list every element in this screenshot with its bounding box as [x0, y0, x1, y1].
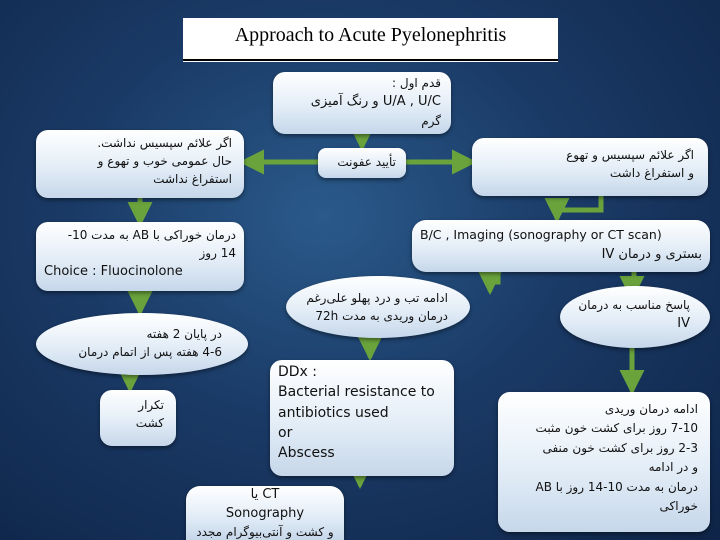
node-response-line-1: پاسخ مناسب به درمان — [578, 298, 690, 312]
node-no-sepsis — [36, 130, 244, 198]
node-response-line-2: IV — [677, 316, 690, 331]
node-reculture-line-2: کشت — [135, 416, 164, 430]
node-confirm-text: تأیید عفونت — [337, 155, 396, 169]
node-step1-line-2: U/A , U/C و رنگ آمیزی — [310, 94, 441, 109]
node-ddx-line-5: Abscess — [278, 445, 335, 462]
node-continue-iv — [498, 392, 710, 532]
node-ddx-line-3: antibiotics used — [278, 404, 389, 421]
node-ddx — [270, 360, 454, 476]
node-bc-imaging-line-1: B/C , Imaging (sonography or CT scan) — [420, 227, 662, 242]
node-repeat-culture — [100, 390, 176, 446]
node-continue-line-2: 7-10 روز برای کشت خون مثبت — [535, 421, 698, 436]
arrow-sepsis-to-imaging — [557, 196, 601, 218]
node-continue-line-1: ادامه درمان وریدی — [604, 402, 698, 416]
node-imaging-reculture — [186, 486, 344, 540]
node-continue-line-5: درمان به مدت 10-14 روز با AB — [535, 479, 698, 494]
node-good-response — [560, 286, 710, 348]
node-bc-imaging — [412, 220, 710, 272]
node-followup-line-1: در پایان 2 هفته — [146, 327, 222, 341]
node-continue-line-3: 2-3 روز برای کشت خون منفی — [542, 440, 698, 455]
node-step1 — [273, 72, 451, 134]
arrow-imaging-to-persist — [490, 272, 498, 290]
node-ddx-line-2: Bacterial resistance to — [278, 384, 435, 401]
node-followup — [36, 313, 248, 375]
node-confirm-infection — [318, 148, 406, 178]
page-title: Approach to Acute Pyelonephritis — [234, 24, 507, 46]
node-persist-line-2: درمان وریدی به مدت 72h — [315, 309, 448, 323]
node-reculture-line-1: تکرار — [138, 398, 164, 412]
node-oral-ab — [36, 222, 244, 291]
node-step1-line-3: گرم — [421, 113, 441, 128]
node-no-sepsis-line-3: استفراغ نداشت — [153, 172, 232, 186]
node-sepsis — [472, 138, 708, 196]
node-oral-ab-line-3: Choice : Fluocinolone — [44, 264, 183, 279]
node-ddx-line-1: DDx : — [278, 364, 318, 380]
node-ddx-line-4: or — [278, 424, 293, 441]
node-oral-ab-line-1: درمان خوراکی با AB به مدت 10- — [67, 228, 236, 242]
node-sepsis-line-2: و استفراغ داشت — [609, 166, 694, 180]
node-persist-line-1: ادامه تب و درد پهلو علی‌رغم — [306, 291, 448, 305]
node-oral-ab-line-2: 14 روز — [199, 246, 236, 260]
node-followup-line-2: 4-6 هفته پس از اتمام درمان — [78, 345, 222, 359]
node-reimaging-line-2: Sonography — [225, 505, 305, 521]
node-reimaging-line-1: CT یا — [250, 487, 280, 502]
node-no-sepsis-line-2: حال عمومی خوب و تهوع و — [97, 154, 232, 168]
node-continue-line-6: خوراکی — [659, 499, 698, 514]
node-step1-line-1: قدم اول : — [392, 76, 441, 90]
node-persistent-fever — [286, 276, 470, 338]
node-continue-line-4: و در ادامه — [648, 460, 698, 475]
node-bc-imaging-line-2: بستری و درمان IV — [601, 246, 702, 262]
node-no-sepsis-line-1: اگر علائم سپسیس نداشت. — [97, 136, 232, 150]
node-reimaging-line-3: و کشت و آنتی‌بیوگرام مجدد — [196, 524, 334, 539]
node-sepsis-line-1: اگر علائم سپسیس و تهوع — [566, 148, 694, 162]
